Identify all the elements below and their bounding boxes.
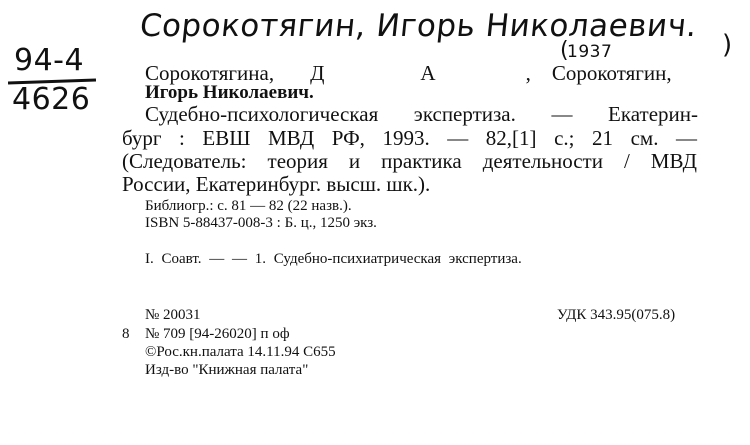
registry-number: № 709 [94-26020] п оф	[145, 326, 290, 342]
record-number: № 20031	[145, 307, 201, 323]
copyright-line: ©Рос.кн.палата 14.11.94 С655	[145, 344, 336, 360]
author-comma: ,	[525, 61, 531, 85]
title-line-3: (Следователь: теория и практика деятельности / МВД	[122, 149, 697, 173]
author-heading-line	[145, 62, 672, 84]
isbn-line: ISBN 5-88437-008-3 : Б. ц., 1250 экз.	[145, 215, 377, 231]
coauthor-surname: Сорокотягин,	[551, 61, 672, 85]
handwritten-paren-right: )	[722, 30, 733, 60]
publisher-line: Изд-во "Книжная палата"	[145, 362, 309, 378]
title-line-1: Судебно-психологическая экспертиза. — Екатерин-	[145, 102, 698, 126]
handwritten-call-number-bottom: 4626	[12, 82, 91, 117]
coauthor-name: Игорь Николаевич.	[145, 82, 314, 103]
author-initial-2: А	[420, 61, 436, 85]
handwritten-paren-left: (	[560, 38, 570, 63]
author-surname: Сорокотягина,	[145, 61, 275, 85]
copies-count: 8	[122, 326, 130, 342]
handwritten-call-number-top: 94-4	[14, 43, 85, 78]
author-initial-1: Д	[310, 61, 325, 85]
udk-classification: УДК 343.95(075.8)	[557, 307, 676, 323]
handwritten-heading: Сорокотягин, Игорь Николаевич.	[138, 8, 699, 44]
tracing-line: I. Соавт. — — 1. Судебно-психиатрическая экспертиза.	[145, 251, 522, 267]
title-line-2: бург : ЕВШ МВД РФ, 1993. — 82,[1] с.; 21 см. —	[122, 126, 697, 150]
bibliography-note: Библиогр.: с. 81 — 82 (22 назв.).	[145, 198, 352, 214]
title-line-4: России, Екатеринбург. высш. шк.).	[122, 172, 431, 196]
handwritten-birth-year: 1937	[567, 42, 613, 62]
